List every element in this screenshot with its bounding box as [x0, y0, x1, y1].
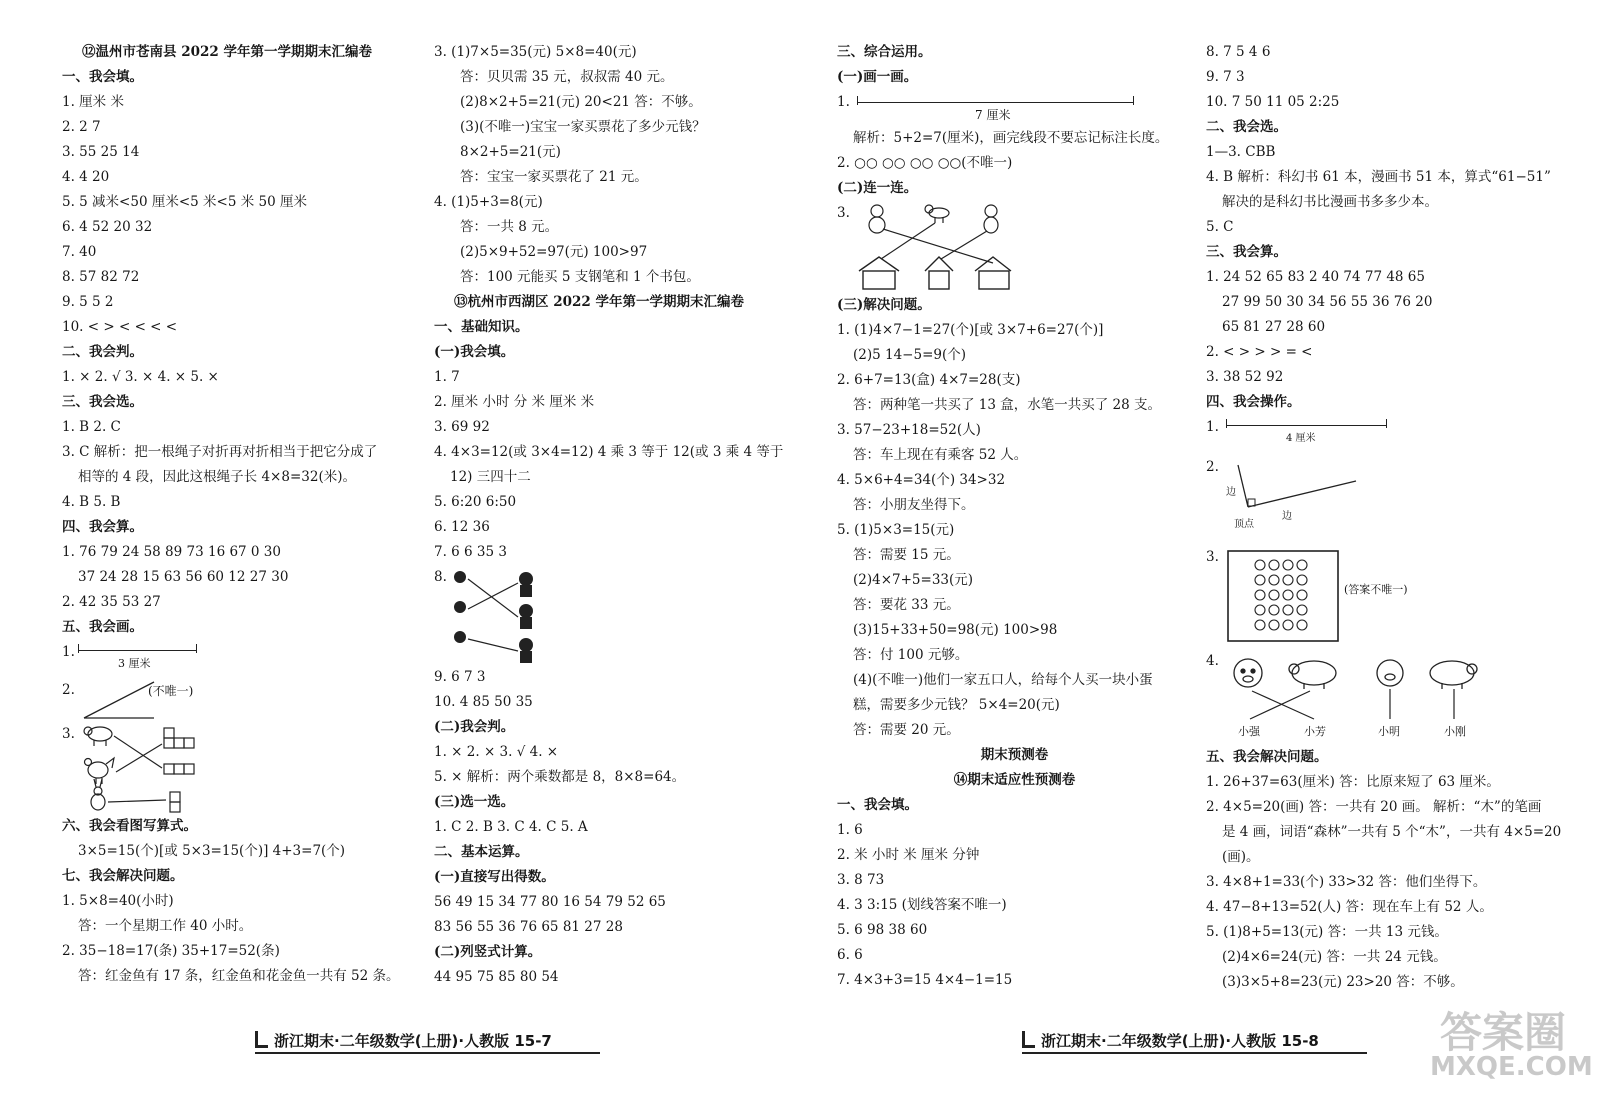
heading: 三、我会选。	[62, 394, 143, 410]
page-footer	[255, 1030, 552, 1051]
answer-line: 6. 4 52 20 32	[62, 219, 153, 235]
segment-end	[1133, 96, 1134, 105]
circle-mark	[1269, 560, 1279, 570]
circle-mark	[1297, 605, 1307, 615]
answer-line: 1. (1)4×7−1=27(个)[或 3×7+6=27(个)]	[837, 322, 1104, 338]
heading: (二)列竖式计算。	[434, 944, 542, 960]
answer-line: (4)(不唯一)他们一家五口人，给每个人买一块小蛋	[853, 672, 1153, 688]
answer-line: 1. C 2. B 3. C 4. C 5. A	[434, 819, 588, 835]
circle-mark	[1283, 620, 1293, 630]
heading: (一)我会填。	[434, 344, 515, 360]
rooster-icon	[85, 758, 115, 784]
section-title: ⑬杭州市西湖区 2022 学年第一学期期末汇编卷	[454, 294, 744, 310]
segment-end	[78, 644, 79, 653]
heading: (三)选一选。	[434, 794, 515, 810]
bear-icon	[869, 205, 885, 233]
rabbit-icon	[91, 779, 105, 810]
matching-drawing	[78, 722, 228, 814]
page-footer	[1022, 1030, 1319, 1051]
column-3	[837, 40, 1192, 993]
segment-end	[857, 96, 858, 105]
answer-line: 8×2+5=21(元)	[460, 144, 561, 160]
answer-line: (3)(不唯一)宝宝一家买票花了多少元钱？	[460, 119, 706, 135]
answer-line: 答：付 100 元够。	[853, 647, 969, 663]
answer-line: 3. C 解析：把一根绳子对折再对折相当于把它分成了	[62, 444, 378, 460]
answer-line: 1. 5×8=40(小时)	[62, 893, 174, 909]
figure-number: 2.	[1206, 459, 1219, 475]
answer-line: 10. 7 50 11 05 2:25	[1206, 94, 1340, 110]
answer-line: 3. 4×8+1=33(个) 33>32 答：他们坐得下。	[1206, 874, 1487, 890]
section-title: 期末预测卷	[980, 747, 1049, 763]
note-label: (不唯一)	[148, 684, 194, 698]
answer-line: 1. × 2. √ 3. × 4. × 5. ×	[62, 369, 219, 385]
answer-line: (2)8×2+5=21(元) 20<21 答：不够。	[460, 94, 702, 110]
cube-view-icon	[170, 792, 180, 812]
side-label: 边	[1226, 487, 1236, 498]
segment-figure	[62, 640, 422, 678]
answer-line: 4. 47−8+13=52(人) 答：现在车上有 52 人。	[1206, 899, 1493, 915]
answer-line: 5. 5 减米<50 厘米<5 米<5 米 50 厘米	[62, 194, 307, 210]
answer-line: 5. C	[1206, 219, 1234, 235]
heading: 三、综合运用。	[837, 44, 932, 60]
watermark-url: MXQE.COM	[1430, 1052, 1593, 1082]
column-1	[62, 40, 422, 989]
answer-line: 4. 4×3=12(或 3×4=12) 4 乘 3 等于 12(或 3 乘 4 等于	[434, 444, 784, 460]
circle-mark	[1269, 605, 1279, 615]
note-label: (答案不唯一)	[1344, 583, 1408, 596]
sheep-icon	[84, 727, 112, 746]
answer-line: 是 4 画，词语“森林”一共有 5 个“木”，一共有 4×5=20	[1222, 824, 1562, 840]
answer-line: 7. 40	[62, 244, 97, 260]
answer-line: 2. 米 小时 米 厘米 分钟	[837, 847, 980, 863]
dog-icon	[925, 205, 949, 223]
house-icon	[925, 257, 953, 289]
answer-line: (画)。	[1222, 849, 1260, 865]
answer-line: 4. 4 20	[62, 169, 110, 185]
figure-number: 2.	[62, 682, 75, 698]
animals-view-drawing	[1224, 653, 1484, 733]
answer-line: 2. 6+7=13(盒) 4×7=28(支)	[837, 372, 1021, 388]
column-2	[434, 40, 784, 990]
answer-line: 8. 57 82 72	[62, 269, 140, 285]
circle-mark	[1297, 620, 1307, 630]
heading: 三、我会算。	[1206, 244, 1287, 260]
figure-number: 3.	[62, 726, 75, 742]
circle-mark	[1297, 560, 1307, 570]
houses-matching-drawing	[853, 201, 1033, 293]
circle-mark	[1255, 605, 1265, 615]
heading: 四、我会算。	[62, 519, 143, 535]
answer-line: 答：一共 8 元。	[460, 219, 559, 235]
answer-line: 8. 7 5 4 6	[1206, 44, 1271, 60]
circle-mark	[1269, 575, 1279, 585]
answer-line: 56 49 15 34 77 80 16 54 79 52 65	[434, 894, 666, 910]
answer-line: 5. 6 98 38 60	[837, 922, 928, 938]
answer-line: 1. × 2. × 3. √ 4. ×	[434, 744, 559, 760]
answer-line: 3. 8 73	[837, 872, 885, 888]
cube-view-icon	[164, 728, 194, 748]
answer-line: 10. 4 85 50 35	[434, 694, 533, 710]
kids-matching-figure	[434, 565, 784, 665]
segment-end	[1386, 419, 1387, 428]
heading: 二、我会选。	[1206, 119, 1287, 135]
answer-line: 2. 35−18=17(条) 35+17=52(条)	[62, 943, 280, 959]
figure-number: 8.	[434, 569, 447, 585]
pig-icon	[1289, 661, 1336, 689]
answer-line: (2)4×6=24(元) 答：一共 24 元钱。	[1222, 949, 1447, 965]
monkey-icon	[984, 205, 998, 233]
answer-line: 答：需要 20 元。	[853, 722, 960, 738]
circle-mark	[1255, 575, 1265, 585]
circle-mark	[1255, 590, 1265, 600]
answer-line: 10. < > < < < <	[62, 319, 178, 335]
answer-line: 6. 6	[837, 947, 863, 963]
segment-label: 3 厘米	[118, 657, 151, 670]
side-label: 边	[1282, 511, 1292, 522]
watermark-logo: 答案圈	[1440, 1008, 1567, 1057]
answer-line: 1. 厘米 米	[62, 94, 124, 110]
answer-line: 1. 7	[434, 369, 460, 385]
kids-matching-drawing	[448, 567, 558, 667]
answer-line: 3. 57−23+18=52(人)	[837, 422, 981, 438]
figure-number: 1.	[62, 644, 75, 660]
segment-label: 4 厘米	[1286, 433, 1316, 444]
answer-line: 5. × 解析：两个乘数都是 8，8×8=64。	[434, 769, 686, 785]
footer-mark-icon	[1022, 1031, 1035, 1048]
answer-line: 答：贝贝需 35 元，叔叔需 40 元。	[460, 69, 674, 85]
answer-line: (3)15+33+50=98(元) 100>98	[853, 622, 1058, 638]
answer-line: 4. B 解析：科幻书 61 本，漫画书 51 本，算式“61−51”	[1206, 169, 1551, 185]
figure-number: 3.	[1206, 549, 1219, 565]
circle-mark	[1255, 560, 1265, 570]
child-head-icon	[454, 571, 466, 643]
circles-figure	[1206, 545, 1576, 649]
answer-line: 1. 6	[837, 822, 863, 838]
answer-line: (2)5 14−5=9(个)	[853, 347, 967, 363]
answer-line: 2. 2 7	[62, 119, 101, 135]
answer-line: 答：宝宝一家买票花了 21 元。	[460, 169, 648, 185]
heading: 一、我会填。	[62, 69, 143, 85]
answer-line: 5. (1)8+5=13(元) 答：一共 13 元钱。	[1206, 924, 1448, 940]
figure-number: 3.	[837, 205, 850, 221]
segment-figure	[1206, 415, 1576, 455]
answer-line: 3. 38 52 92	[1206, 369, 1284, 385]
answer-line: 6. 12 36	[434, 519, 490, 535]
answer-line: 37 24 28 15 63 56 60 12 27 30	[78, 569, 289, 585]
answer-line: 答：小朋友坐得下。	[853, 497, 975, 513]
answer-line: 12) 三四十二	[450, 469, 531, 485]
right-page	[800, 0, 1600, 1095]
answer-line: 2. 厘米 小时 分 米 厘米 米	[434, 394, 595, 410]
circle-mark	[1283, 590, 1293, 600]
heading: (二)我会判。	[434, 719, 515, 735]
answer-line: 解决的是科幻书比漫画书多多少本。	[1222, 194, 1438, 210]
figure-number: 1.	[837, 94, 850, 110]
house-icon	[859, 257, 899, 289]
heading: 五、我会画。	[62, 619, 143, 635]
heading: 二、我会判。	[62, 344, 143, 360]
circle-mark	[1283, 575, 1293, 585]
answer-line: 相等的 4 段，因此这根绳子长 4×8=32(米)。	[78, 469, 356, 485]
segment-end	[1226, 419, 1227, 428]
line-segment	[78, 650, 196, 651]
section-title: ⑫温州市苍南县 2022 学年第一学期期末汇编卷	[82, 44, 372, 60]
answer-line: 答：红金鱼有 17 条，红金鱼和花金鱼一共有 52 条。	[78, 968, 400, 984]
footer-rule	[255, 1052, 600, 1054]
circles-drawing	[1226, 547, 1346, 647]
heading: 四、我会操作。	[1206, 394, 1301, 410]
answer-line: 1. 24 52 65 83 2 40 74 77 48 65	[1206, 269, 1425, 285]
answer-line: 27 99 50 30 34 56 55 36 76 20	[1222, 294, 1433, 310]
pig-icon	[1430, 661, 1477, 689]
answer-line: 9. 7 3	[1206, 69, 1245, 85]
answer-line: 7. 4×3+3=15 4×4−1=15	[837, 972, 1013, 988]
answer-line: 4. B 5. B	[62, 494, 121, 510]
line-segment	[857, 102, 1133, 103]
circle-mark	[1297, 590, 1307, 600]
footer-mark-icon	[255, 1031, 268, 1048]
heading: (三)解决问题。	[837, 297, 931, 313]
answer-line: 1. 76 79 24 58 89 73 16 67 0 30	[62, 544, 281, 560]
answer-line: 答：车上现在有乘客 52 人。	[853, 447, 1028, 463]
heading: 二、基本运算。	[434, 844, 529, 860]
footer-text: 浙江期末·二年级数学(上册)·人教版 15-8	[1041, 1032, 1319, 1050]
answer-line: 解析：5+2=7(厘米)，画完线段不要忘记标注长度。	[853, 130, 1169, 146]
segment-figure	[837, 90, 1192, 126]
segment-end	[196, 644, 197, 653]
child-name-label: 小强	[1238, 725, 1260, 738]
answer-line: 5. 6:20 6:50	[434, 494, 517, 510]
figure-number: 1.	[1206, 419, 1219, 435]
column-4	[1206, 40, 1576, 995]
heading: 六、我会看图写算式。	[62, 818, 197, 834]
child-name-label: 小刚	[1444, 725, 1466, 738]
answer-line: 3. 69 92	[434, 419, 490, 435]
answer-line: 3×5=15(个)[或 5×3=15(个)] 4+3=7(个)	[78, 843, 346, 859]
circle-mark	[1283, 560, 1293, 570]
line-segment	[1226, 425, 1386, 426]
heading: (一)画一画。	[837, 69, 918, 85]
answer-line: 83 56 55 36 76 65 81 27 28	[434, 919, 623, 935]
child-name-label: 小明	[1378, 725, 1400, 738]
figure-number: 4.	[1206, 653, 1219, 669]
answer-line: 4. (1)5+3=8(元)	[434, 194, 543, 210]
answer-line: 3. (1)7×5=35(元) 5×8=40(元)	[434, 44, 637, 60]
angle-figure	[62, 678, 422, 722]
answer-line: 4. 5×6+4=34(个) 34>32	[837, 472, 1006, 488]
section-title: ⑭期末适应性预测卷	[953, 772, 1076, 788]
answer-line: 5. (1)5×3=15(元)	[837, 522, 955, 538]
heading: (二)连一连。	[837, 180, 918, 196]
pig-face-icon	[1377, 660, 1403, 686]
heading: (一)直接写出得数。	[434, 869, 555, 885]
answer-line: 2. ○○ ○○ ○○ ○○(不唯一)	[837, 155, 1013, 171]
answer-line: 9. 6 7 3	[434, 669, 486, 685]
answer-line: 9. 5 5 2	[62, 294, 114, 310]
answer-line: (2)5×9+52=97(元) 100>97	[460, 244, 648, 260]
answer-line: 2. 4×5=20(画) 答：一共有 20 画。 解析：“木”的笔画	[1206, 799, 1542, 815]
answer-line: 1—3. CBB	[1206, 144, 1276, 160]
segment-label: 7 厘米	[975, 108, 1011, 122]
circle-grid	[1255, 560, 1307, 630]
answer-line: 2. 42 35 53 27	[62, 594, 161, 610]
heading: 一、基础知识。	[434, 319, 529, 335]
vertex-label: 顶点	[1234, 519, 1254, 530]
answer-line: 糕，需要多少元钱？ 5×4=20(元)	[853, 697, 1060, 713]
answer-line: 2. < > > > = <	[1206, 344, 1313, 360]
answer-line: 4. 3 3:15 (划线答案不唯一)	[837, 897, 1007, 913]
answer-line: 65 81 27 28 60	[1222, 319, 1326, 335]
circle-mark	[1269, 590, 1279, 600]
answer-line: 答：需要 15 元。	[853, 547, 960, 563]
answer-line: 44 95 75 85 80 54	[434, 969, 559, 985]
footer-rule	[1022, 1052, 1367, 1054]
child-back-icon	[519, 572, 533, 663]
angle-parts-figure	[1206, 455, 1576, 545]
answer-line: 答：两种笔一共买了 13 盒，水笔一共买了 28 支。	[853, 397, 1162, 413]
cube-view-icon	[164, 764, 194, 774]
answer-line: 答：要花 33 元。	[853, 597, 960, 613]
heading: 五、我会解决问题。	[1206, 749, 1328, 765]
animals-view-figure	[1206, 649, 1576, 745]
heading: 七、我会解决问题。	[62, 868, 184, 884]
answer-line: 答：100 元能买 5 支钢笔和 1 个书包。	[460, 269, 700, 285]
houses-matching-figure	[837, 201, 1192, 293]
circle-mark	[1297, 575, 1307, 585]
circle-mark	[1269, 620, 1279, 630]
answer-line: 3. 55 25 14	[62, 144, 140, 160]
answer-line: 答：一个星期工作 40 小时。	[78, 918, 253, 934]
house-icon	[975, 257, 1011, 289]
answer-line: 1. 26+37=63(厘米) 答：比原来短了 63 厘米。	[1206, 774, 1500, 790]
answer-line: 1. B 2. C	[62, 419, 121, 435]
matching-figure	[62, 722, 422, 814]
heading: 一、我会填。	[837, 797, 918, 813]
child-name-label: 小芳	[1304, 725, 1326, 738]
answer-line: (2)4×7+5=33(元)	[853, 572, 974, 588]
answer-line: (3)3×5+8=23(元) 23>20 答：不够。	[1222, 974, 1464, 990]
dog-face-icon	[1234, 659, 1262, 687]
answer-line: 7. 6 6 35 3	[434, 544, 507, 560]
footer-text: 浙江期末·二年级数学(上册)·人教版 15-7	[274, 1032, 552, 1050]
circle-mark	[1255, 620, 1265, 630]
circle-mark	[1283, 605, 1293, 615]
